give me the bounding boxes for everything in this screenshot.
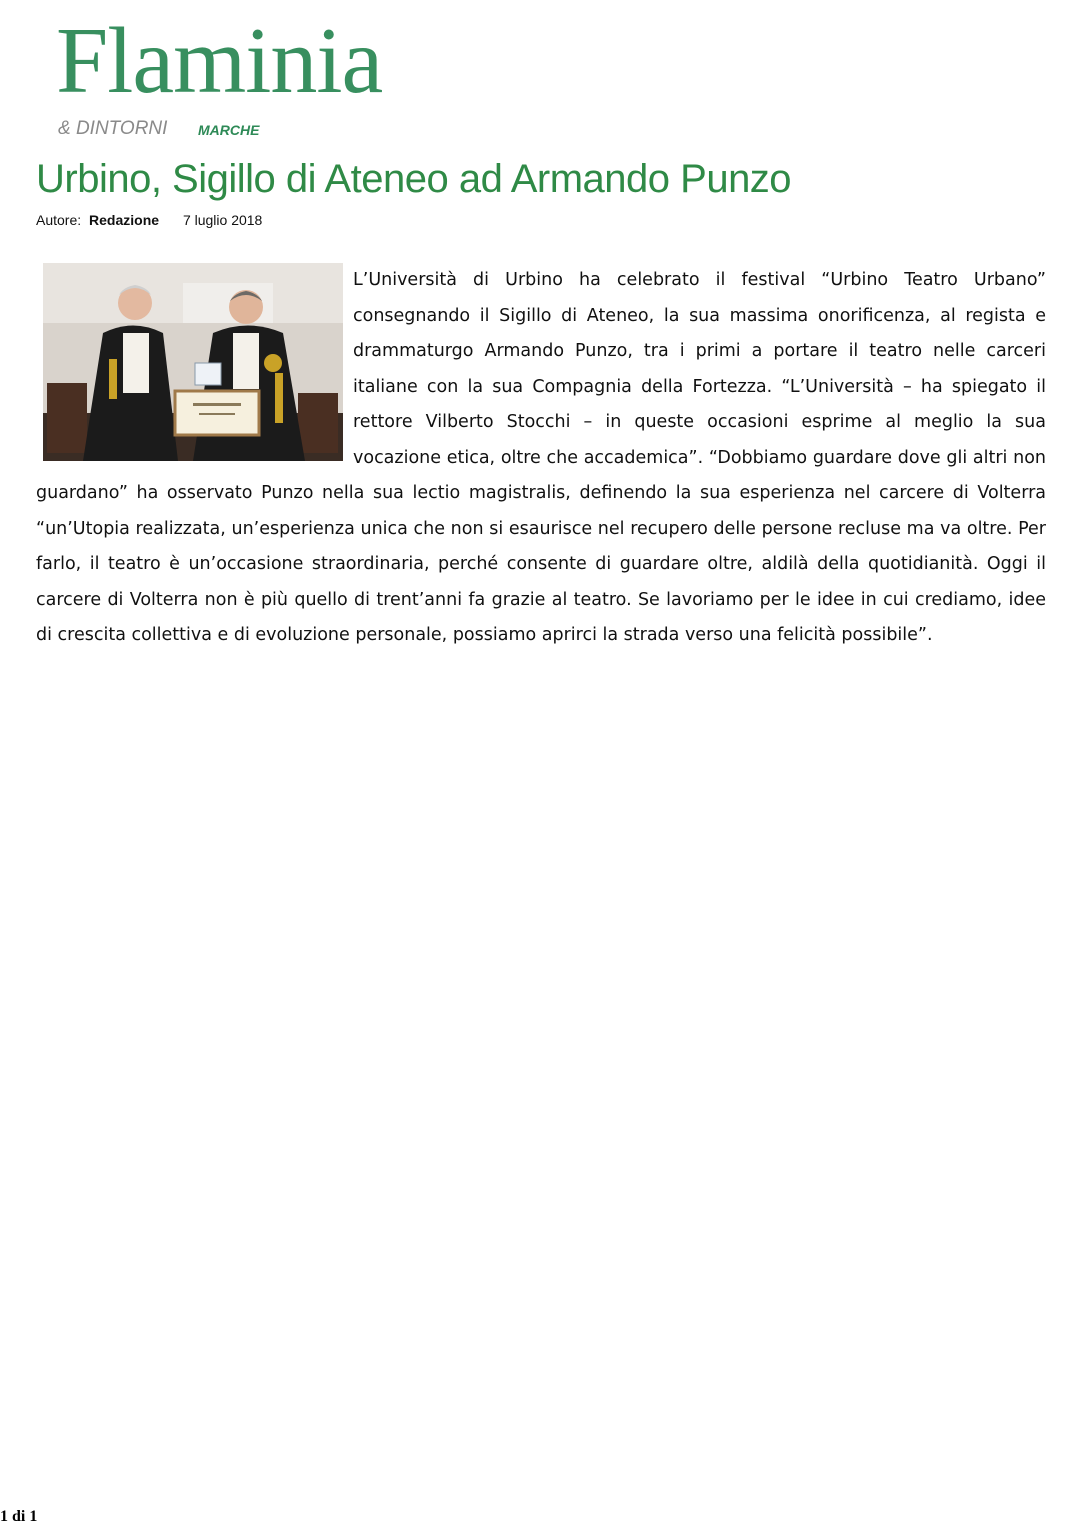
logo-name: Flaminia (56, 9, 383, 113)
logo-region: MARCHE (198, 122, 260, 138)
logo-subtitle: & DINTORNI (58, 118, 168, 139)
masthead-logo (56, 9, 476, 139)
article-photo (43, 263, 343, 461)
byline (36, 212, 262, 228)
page-indicator: 1 di 1 (0, 1508, 38, 1525)
article-title: Urbino, Sigillo di Ateneo ad Armando Punzo (36, 157, 792, 201)
article-text: L’Università di Urbino ha celebrato il festival “Urbino Teatro Urbano” consegnando il Sigillo di Ateneo, la sua massima onorificenza, al regista e drammaturgo Armando Punzo, tra i primi a portare il teatro nelle carceri italiane con la sua Compagnia della Fortezza. “L’Università – ha spiegato il rettore Vilberto Stocchi – in queste occasioni esprime al meglio la sua vocazione etica, oltre che accademica”. “Dobbiamo guardare dove gli altri non guardano” ha osservato Punzo nella sua lectio magistralis, definendo la sua esperienza nel carcere di Volterra “un’Utopia realizzata, un’esperienza unica che non si esaurisce nel recupero delle persone recluse ma va oltre. Per farlo, il teatro è un’occasione straordinaria, perché consente di guardare oltre, aldilà della quotidianità. Oggi il carcere di Volterra non è più quello di trent’anni fa grazie al teatro. Se lavoriamo per le idee in cui crediamo, idee di crescita collettiva e di evoluzione personale, possiamo aprirci la strada verso una felicità possibile”. (36, 270, 1046, 645)
author-label: Autore: (36, 212, 82, 228)
article-body (36, 263, 1046, 654)
author-name: Redazione (89, 212, 160, 228)
article-date: 7 luglio 2018 (182, 212, 263, 228)
